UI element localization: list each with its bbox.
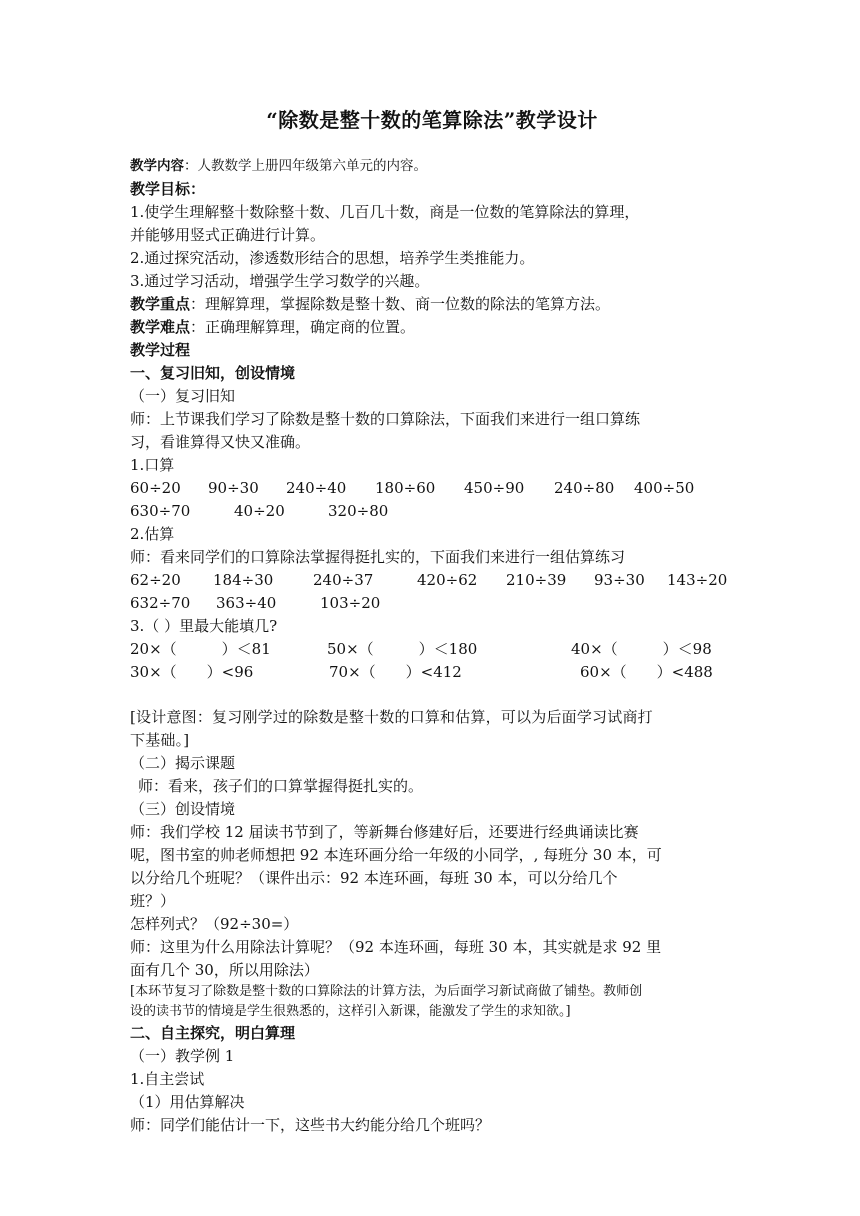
estimate-item: 143÷20 [667,571,728,589]
teacher-line-2: 师：看来，孩子们的口算掌握得挺扎实的。 [138,777,424,795]
design-intent-b: 下基础。] [130,731,190,749]
subsection-scenario: （三）创设情境 [130,800,236,818]
estimate-row-1 [130,569,734,592]
teacher-line-3c: 以分给几个班呢？（课件出示：92 本连环画，每班 30 本，可以分给几个 [130,869,618,887]
estimate-item: 93÷30 [594,571,645,589]
oral-row-1 [130,477,734,500]
oral-item: 40÷20 [234,502,285,520]
section-1-heading: 一、复习旧知，创设情境 [130,364,296,382]
goals-label: 教学目标： [130,180,206,198]
teacher-line-3d: 班？） [130,892,176,910]
teacher-line-1a: 师：上节课我们学习了除数是整十数的口算除法，下面我们来进行一组口算练 [130,410,641,428]
content-line [130,155,734,178]
oral-item: 60÷20 [130,479,181,497]
estimate-label: 2.估算 [130,525,175,543]
fill-item: 30×（ ）<96 [130,663,254,681]
estimate-item: 210÷39 [506,571,567,589]
content-text: ：人教数学上册四年级第六单元的内容。 [184,158,427,174]
design-intent-a: [设计意图：复习刚学过的除数是整十数的口算和估算，可以为后面学习试商打 [130,708,653,726]
goal-1a: 1.使学生理解整十数除整十数、几百几十数，商是一位数的笔算除法的算理， [130,203,640,221]
estimate-item: 240÷37 [313,571,374,589]
estimate-row-2 [130,592,734,615]
oral-item: 240÷40 [286,479,347,497]
oral-item: 450÷90 [464,479,525,497]
fill-row-2 [130,661,734,684]
difficulty-line [130,316,734,339]
oral-item: 630÷70 [130,502,191,520]
fill-item: 70×（ ）<412 [329,663,462,681]
oral-row-2 [130,500,734,523]
why-line-a: 师：这里为什么用除法计算呢？（92 本连环画，每班 30 本，其实就是求 92 里 [130,938,662,956]
goal-2: 2.通过探究活动，渗透数形结合的思想，培养学生类推能力。 [130,249,535,267]
goal-1b: 并能够用竖式正确进行计算。 [130,226,326,244]
content-label: 教学内容 [130,158,184,174]
fill-row-1 [130,638,734,661]
keypoint-line [130,293,734,316]
oral-label: 1.口算 [130,456,175,474]
subsection-topic: （二）揭示课题 [130,754,236,772]
section-note-b: 设的读书节的情境是学生很熟悉的，这样引入新课，能激发了学生的求知欲。] [130,1004,571,1019]
oral-item: 90÷30 [208,479,259,497]
self-try: 1.自主尝试 [130,1070,205,1088]
teacher-line-3a: 师：我们学校 12 届读书节到了，等新舞台修建好后，还要进行经典诵读比赛 [130,823,639,841]
difficulty-label: 教学难点 [130,318,191,336]
estimate-item: 62÷20 [130,571,181,589]
document-title: “除数是整十数的笔算除法”教学设计 [266,108,598,132]
section-note-a: [本环节复习了除数是整十数的口算除法的计算方法，为后面学习新试商做了铺垫。教师创 [130,984,643,999]
estimate-item: 363÷40 [216,594,277,612]
teacher-line-1b: 习，看谁算得又快又准确。 [130,433,311,451]
fill-item: 50×（ ）＜180 [327,640,478,658]
subsection-example: （一）教学例 1 [130,1047,235,1065]
keypoint-label: 教学重点 [130,295,191,313]
oral-item: 400÷50 [634,479,695,497]
fill-item: 20×（ ）＜81 [130,640,271,658]
subsection-review: （一）复习旧知 [130,387,236,405]
how-line: 怎样列式？（92÷30=） [130,915,299,933]
goal-3: 3.通过学习活动，增强学生学习数学的兴趣。 [130,272,430,290]
teacher-line-3b: 呢，图书室的帅老师想把 92 本连环画分给一年级的小同学，, 每班分 30 本，可 [130,846,662,864]
oral-item: 180÷60 [375,479,436,497]
document-page [130,104,734,1137]
process-heading: 教学过程 [130,341,191,359]
keypoint-text: ：理解算理，掌握除数是整十数、商一位数的除法的笔算方法。 [190,295,611,313]
estimate-step: （1）用估算解决 [130,1093,245,1111]
estimate-item: 103÷20 [320,594,381,612]
fill-item: 60×（ ）<488 [580,663,713,681]
teacher-question: 师：同学们能估计一下，这些书大约能分给几个班吗？ [130,1116,491,1134]
estimate-item: 632÷70 [130,594,191,612]
difficulty-text: ：正确理解算理，确定商的位置。 [190,318,416,336]
fill-label: 3.（ ）里最大能填几? [130,617,278,635]
fill-item: 40×（ ）＜98 [571,640,712,658]
section-2-heading: 二、自主探究，明白算理 [130,1024,296,1042]
estimate-item: 420÷62 [417,571,478,589]
oral-item: 240÷80 [554,479,615,497]
why-line-b: 面有几个 30，所以用除法） [130,961,319,979]
estimate-item: 184÷30 [213,571,274,589]
estimate-intro: 师：看来同学们的口算除法掌握得挺扎实的，下面我们来进行一组估算练习 [130,548,626,566]
oral-item: 320÷80 [328,502,389,520]
